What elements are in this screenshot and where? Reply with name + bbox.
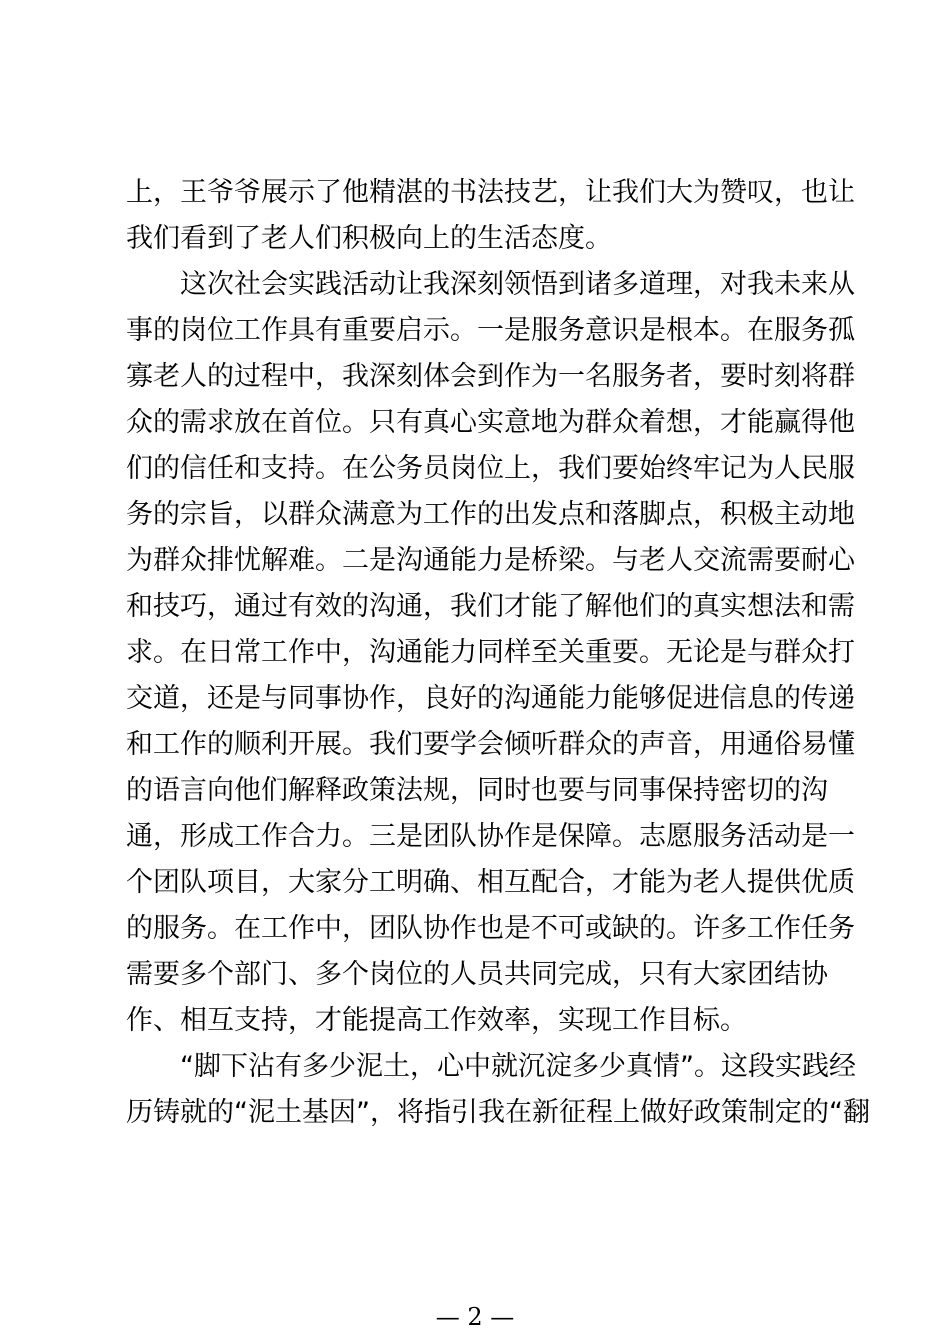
text-line: 务的宗旨，以群众满意为工作的出发点和落脚点，积极主动地 xyxy=(126,499,855,530)
text-line: 寡老人的过程中，我深刻体会到作为一名服务者，要时刻将群 xyxy=(126,361,855,392)
text-line: 为群众排忧解难。二是沟通能力是桥梁。与老人交流需要耐心 xyxy=(126,545,855,576)
text-line: 通，形成工作合力。三是团队协作是保障。志愿服务活动是一 xyxy=(126,821,855,852)
text-line: 这次社会实践活动让我深刻领悟到诸多道理，对我未来从 xyxy=(126,269,855,300)
page-number: — 2 — xyxy=(435,1303,515,1331)
text-line: 历铸就的“泥土基因”，将指引我在新征程上做好政策制定的“翻 xyxy=(126,1097,870,1128)
body-text xyxy=(126,170,870,1136)
text-line: 个团队项目，大家分工明确、相互配合，才能为老人提供优质 xyxy=(126,867,855,898)
text-line: 求。在日常工作中，沟通能力同样至关重要。无论是与群众打 xyxy=(126,637,855,668)
text-line: 们的信任和支持。在公务员岗位上，我们要始终牢记为人民服 xyxy=(126,453,855,484)
text-line: 作、相互支持，才能提高工作效率，实现工作目标。 xyxy=(126,1005,747,1036)
text-line: “脚下沾有多少泥土，心中就沉淀多少真情”。这段实践经 xyxy=(126,1051,856,1082)
text-line: 和工作的顺利开展。我们要学会倾听群众的声音，用通俗易懂 xyxy=(126,729,855,760)
text-line: 的服务。在工作中，团队协作也是不可或缺的。许多工作任务 xyxy=(126,913,855,944)
text-line: 事的岗位工作具有重要启示。一是服务意识是根本。在服务孤 xyxy=(126,315,855,346)
text-line: 和技巧，通过有效的沟通，我们才能了解他们的真实想法和需 xyxy=(126,591,855,622)
text-line: 众的需求放在首位。只有真心实意地为群众着想，才能赢得他 xyxy=(126,407,855,438)
text-line: 上，王爷爷展示了他精湛的书法技艺，让我们大为赞叹，也让 xyxy=(126,177,855,208)
text-line: 我们看到了老人们积极向上的生活态度。 xyxy=(126,223,612,254)
text-line: 需要多个部门、多个岗位的人员共同完成，只有大家团结协 xyxy=(126,959,828,990)
text-line: 交道，还是与同事协作，良好的沟通能力能够促进信息的传递 xyxy=(126,683,855,714)
text-line: 的语言向他们解释政策法规，同时也要与同事保持密切的沟 xyxy=(126,775,828,806)
